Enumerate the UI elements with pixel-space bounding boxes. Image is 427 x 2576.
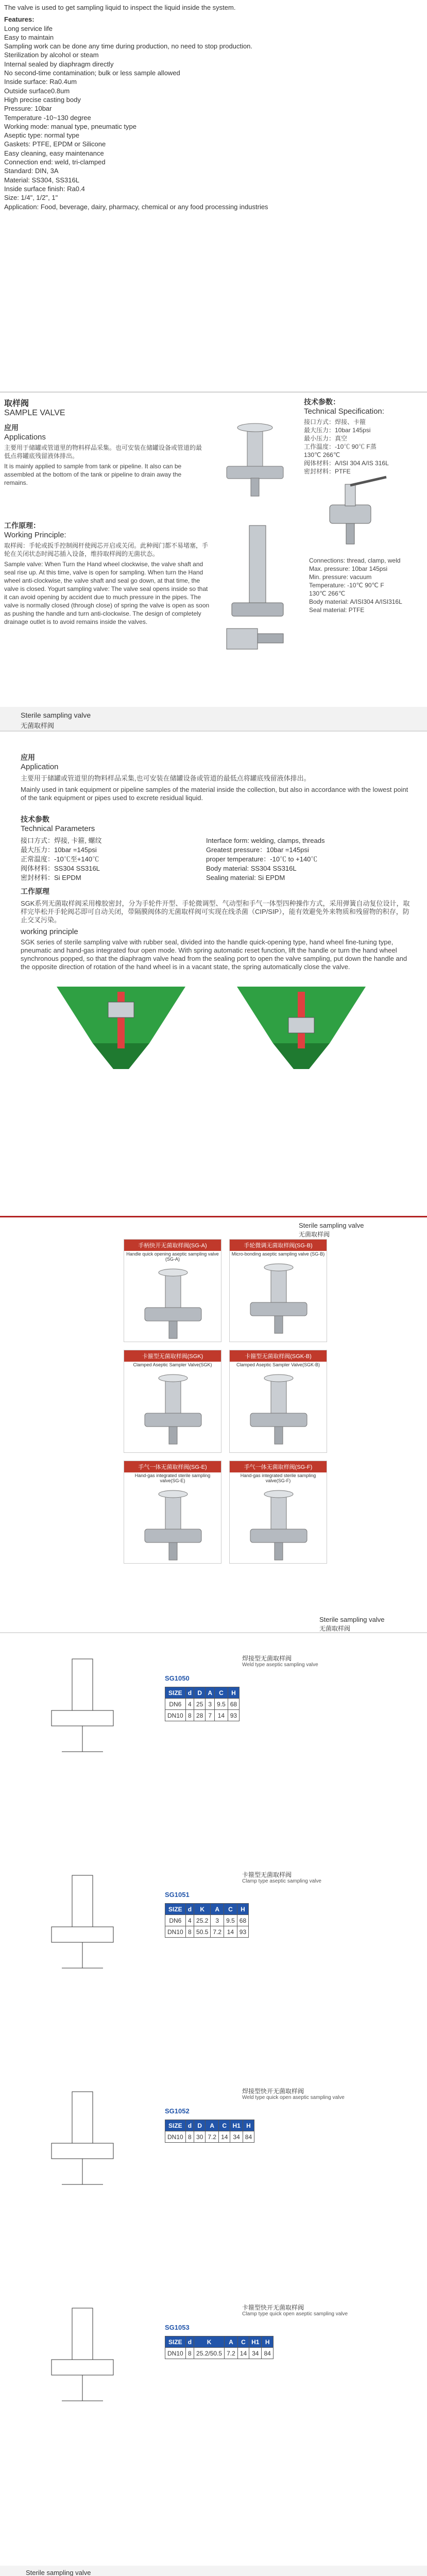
product-card <box>124 1350 221 1453</box>
spec-table-cell: 93 <box>237 1926 248 1938</box>
spec-row-en: Body material: A/ISI304 A/ISI316L <box>309 598 402 605</box>
product-card-label: 卡箍型无菌取样阀(SGK-B) <box>230 1350 327 1362</box>
spec-row: 最小压力：真空 <box>304 435 348 442</box>
spec-en-heading: Technical Specification: <box>304 407 384 416</box>
principle-en-text: Sample valve: When Turn the Hand wheel clockwise, the valve shaft and seal rise up. At this time, valve is open for sampling. When turn the Hand wheel anti-clockwise, the valve shaft and seal go down, at that time, the valve is closed. Yogurt sampling valve: The valve seal opens inside so that it can avoid opening by accident due to much pressure in the pipes. The valve is normally closed (through close) of spring the valve is open as soon as pushing the handle and turn anti-clockwise. The design of completely drainage outlet is to avoid remains inside the valves. <box>4 561 210 625</box>
spec-en-block <box>309 556 422 614</box>
product-card-label-en: Micro-bonding aseptic sampling valve (SG-B) <box>231 1251 325 1257</box>
spec-row-en: Max. pressure: 10bar 145psi <box>309 565 388 572</box>
spec-rows-en <box>309 556 422 614</box>
spec-table-cell: 68 <box>237 1915 248 1926</box>
spec-row: 工作温度：-10℃ 90℃ F蒸 <box>304 443 377 450</box>
feature-item: Sterilization by alcohol or steam <box>4 51 99 59</box>
spec-row: 最大压力：10bar 145psi <box>304 427 371 434</box>
spec-table-cell: 30 <box>194 2131 206 2143</box>
spec-rows <box>304 418 422 476</box>
product-card-label: 手柄快开无菌取样阀(SG-A) <box>124 1240 221 1251</box>
model-drawing <box>31 1870 134 1973</box>
spec-table-cell: 7.2 <box>211 1926 224 1938</box>
product-en-title: SAMPLE VALVE <box>4 409 65 417</box>
section2-tech-en: Technical Parameters <box>21 824 95 833</box>
feature-item: Pressure: 10bar <box>4 105 52 113</box>
product-card-label-en: Clamped Aseptic Sampler Valve(SGK) <box>133 1362 212 1367</box>
valve-photo-icon <box>124 1484 222 1566</box>
section5-banner-en: Sterile sampling valve <box>26 2569 91 2576</box>
model-name-en: Weld type quick open aseptic sampling valve <box>242 2095 345 2100</box>
spec-row-en: Min. pressure: vacuum <box>309 573 372 581</box>
spec-table-header: K <box>194 1904 211 1915</box>
feature-item: Material: SS304, SS316L <box>4 176 79 184</box>
feature-item: Connection end: weld, tri-clamped <box>4 158 106 166</box>
section4-banner <box>0 1613 427 1633</box>
param-left: 正常温度：-10℃至+140℃ <box>21 855 99 863</box>
product-card-label: 卡箍型无菌取样阀(SGK) <box>124 1350 221 1362</box>
spec-table-cell: DN10 <box>165 2348 186 2359</box>
section3-banner <box>0 1216 427 1236</box>
model-name-cn: 卡箍型快开无菌取样阀 <box>242 2304 304 2311</box>
section2-app-cn: 应用 <box>21 753 35 761</box>
model-name-en: Weld type aseptic sampling valve <box>242 1662 318 1668</box>
spec-table-cell: 25.2 <box>194 1915 211 1926</box>
spec-table <box>165 2120 254 2143</box>
spec-table-cell: DN10 <box>165 1926 186 1938</box>
spec-table-header: H <box>243 2120 254 2131</box>
model-drawing <box>31 2303 134 2406</box>
applications-cn-text: 主要用于储罐或管道里的物料样品采集。也可安装在储罐设备或管道的最低点将罐底残留液体排出。 <box>4 444 202 460</box>
spec-table-cell: 25 <box>194 1699 206 1710</box>
spec-table-header: K <box>194 2336 225 2348</box>
valve-photo-icon <box>124 1368 222 1450</box>
section2-principle-text-en: SGK series of sterile sampling valve with rubber seal, divided into the handle quick-opening type, hand wheel fine-tuning type, pneumatic and hand-gas integrated four open mode. With spring automatic reset function, lift the handle or turn the hand wheel synchronous popped, so that the diaphragm valve head from the sealing port to open the valve sampling, put down the handle and the opposite direction of rotation of the hand wheel is in a vacant state, the spring automatically close the valve. <box>21 938 407 971</box>
intro-section <box>0 0 427 214</box>
spec-table-cell: DN10 <box>165 1710 186 1721</box>
spec-cn-heading: 技术参数： <box>304 398 340 406</box>
features-list <box>4 24 423 211</box>
table-row <box>165 1915 249 1926</box>
applications-cn-heading: 应用 <box>4 423 19 432</box>
table-row <box>165 2348 274 2359</box>
spec-table-cell: 14 <box>219 2131 230 2143</box>
spec-table-header: A <box>206 2120 219 2131</box>
feature-item: Long service life <box>4 24 53 32</box>
spec-row: 接口方式：焊接、卡箍 <box>304 418 366 426</box>
section4-banner-en: Sterile sampling valve <box>319 1616 385 1623</box>
spec-table-cell: 34 <box>230 2131 243 2143</box>
cutaway-open-svg <box>46 981 196 1074</box>
spec-table-cell: 25.2/50.5 <box>194 2348 225 2359</box>
models-area <box>0 1643 427 2545</box>
param-left: 最大压力：10bar =145psi <box>21 846 97 854</box>
param-right: Body material: SS304 SS316L <box>206 865 297 872</box>
model-code: SG1050 <box>165 1674 190 1682</box>
spec-table-cell: 14 <box>224 1926 237 1938</box>
feature-item: Inside surface finish: Ra0.4 <box>4 184 85 193</box>
section2-principle-cn: 工作原理 <box>21 887 49 895</box>
product-card <box>124 1239 221 1342</box>
product-card <box>229 1350 327 1453</box>
spec-table-header: H1 <box>230 2120 243 2131</box>
section2-banner-en: Sterile sampling valve <box>21 711 91 719</box>
cutaway-closed-svg <box>227 981 376 1074</box>
feature-item: Working mode: manual type, pneumatic type <box>4 122 137 130</box>
feature-item: Easy to maintain <box>4 33 54 41</box>
spec-table <box>165 1903 249 1938</box>
product-card-label-en: Handle quick opening aseptic sampling valve (SG-A) <box>126 1251 219 1262</box>
section2-tech-cn: 技术参数 <box>21 815 49 823</box>
spec-row-en: Temperature: -10℃ 90℃ F <box>309 582 384 589</box>
spec-row-en: Seal material: PTFE <box>309 606 365 614</box>
spec-table-header: SIZE <box>165 1904 186 1915</box>
section2-banner <box>0 707 427 732</box>
param-right: Interface form: welding, clamps, threads <box>206 837 325 844</box>
feature-item: Easy cleaning, easy maintenance <box>4 149 104 157</box>
product-cn-title: 取样阀 <box>4 399 29 408</box>
spec-table-cell: 4 <box>185 1699 194 1710</box>
model-block <box>0 2293 427 2416</box>
spec-table-cell: 84 <box>243 2131 254 2143</box>
params-left <box>21 836 206 883</box>
spec-table-header: SIZE <box>165 2120 186 2131</box>
spec-table-cell: 7 <box>206 1710 215 1721</box>
feature-item: Aseptic type: normal type <box>4 131 79 140</box>
spec-table-cell: 9.5 <box>224 1915 237 1926</box>
feature-item: Internal sealed by diaphragm directly <box>4 60 114 68</box>
principle-block <box>4 520 210 626</box>
spec-table-header: C <box>224 1904 237 1915</box>
spec-table-cell: 7.2 <box>225 2348 238 2359</box>
product-card <box>124 1461 221 1564</box>
section2-app-text-cn: 主要用于储罐或管道里的物料样品采集,也可安装在储罐设备或管道的最低点将罐底残留液体排出。 <box>21 774 311 782</box>
spec-block <box>304 397 422 476</box>
spec-table-header: C <box>237 2336 249 2348</box>
feature-item: Inside surface: Ra0.4um <box>4 78 77 86</box>
model-name-cn: 卡箍型无菌取样阀 <box>242 1871 292 1878</box>
table-row <box>165 1710 240 1721</box>
spec-table-header: d <box>185 1687 194 1699</box>
product-card-label-en: Clamped Aseptic Sampler Valve(SGK-B) <box>236 1362 320 1367</box>
section3-banner-cn: 无菌取样阀 <box>299 1231 330 1238</box>
model-name-cn: 焊接型快开无菌取样阀 <box>242 2088 304 2095</box>
spec-table-header: H <box>237 1904 248 1915</box>
cutaway-open-illustration <box>46 981 196 1074</box>
spec-row-en: 130℃ 266℃ <box>309 590 346 597</box>
spec-table-cell: 14 <box>215 1710 228 1721</box>
applications-en-text: It is mainly applied to sample from tank or pipeline. It also can be assembled at the bottom of the tank or pipeline to drain away the remains. <box>4 463 182 486</box>
spec-table-header: A <box>206 1687 215 1699</box>
model-drawing <box>31 2087 134 2190</box>
spec-row: 密封材料：PTFE <box>304 468 351 475</box>
valve-photo-icon <box>230 1484 328 1566</box>
principle-cn-text: 取样阀：手轮或扳手控制阀杆使阀芯开启或关闭。此种阀门都不易堵塞，手轮在关闭状态时阀芯插入设备，维持取样阀的无菌状态。 <box>4 542 209 557</box>
product-card-label: 手气一体无菌取样阀(SG-E) <box>124 1461 221 1472</box>
section2-tech <box>21 814 412 883</box>
intro-title: The valve is used to get sampling liquid to inspect the liquid inside the system. <box>4 4 236 11</box>
spec-table-cell: 9.5 <box>215 1699 228 1710</box>
product-card <box>229 1461 327 1564</box>
model-drawing <box>31 1654 134 1757</box>
section3-banner-en: Sterile sampling valve <box>299 1222 364 1229</box>
product-card-label-en: Hand-gas integrated sterile sampling valve(SG-F) <box>240 1473 316 1483</box>
section2-banner-cn: 无菌取样阀 <box>21 722 55 730</box>
spec-table-cell: 4 <box>185 1915 194 1926</box>
model-code: SG1053 <box>165 2324 190 2331</box>
cutaway-closed-illustration <box>227 981 376 1074</box>
principle-cn-heading: 工作原理： <box>4 521 40 530</box>
spec-table-cell: 84 <box>262 2348 273 2359</box>
model-name-en: Clamp type quick open aseptic sampling valve <box>242 2311 348 2317</box>
spec-table-cell: DN6 <box>165 1915 186 1926</box>
feature-item: Application: Food, beverage, dairy, pharmacy, chemical or any food processing industries <box>4 202 268 211</box>
spec-table-header: H <box>262 2336 273 2348</box>
spec-table-cell: 3 <box>206 1699 215 1710</box>
product-cards-grid <box>124 1239 330 1569</box>
sample-valve-image-3 <box>216 515 299 670</box>
sample-valve-image-1 <box>216 422 294 500</box>
spec-table-header: d <box>185 1904 194 1915</box>
spec-table-header: C <box>215 1687 228 1699</box>
section2-principle-text-cn: SGK系列无菌取样阀采用橡胶密封，分为手轮件开型、手轮微调型、气动型和手气一体型四种操作方式，采用弹簧自动复位设计，取样完毕松开手轮阀芯即可自动关闭，带隔膜阀体的无菌取样阀可实现在线杀菌（CIP/SIP），能有效避免外来物质和残留物的积存，防止交叉污染。 <box>21 900 410 924</box>
section2-app-en: Application <box>21 762 59 771</box>
principle-en-heading: Working Principle: <box>4 531 66 539</box>
model-block <box>0 2076 427 2200</box>
table-row <box>165 2131 254 2143</box>
param-left: 接口方式：焊接, 卡箍, 螺纹 <box>21 837 102 844</box>
spec-table <box>165 1687 240 1721</box>
section5-banner <box>0 2566 427 2576</box>
spec-table-cell: 50.5 <box>194 1926 211 1938</box>
valve-photo-icon <box>124 1262 222 1345</box>
valve-photo-icon <box>230 1368 328 1450</box>
spec-table-header: D <box>194 2120 206 2131</box>
spec-row-en: Connections: thread, clamp, weld <box>309 557 401 564</box>
spec-table-cell: 28 <box>194 1710 206 1721</box>
spec-table-cell: DN6 <box>165 1699 186 1710</box>
section2-principle-en: working principle <box>21 927 78 936</box>
section2-app-text-en: Mainly used in tank equipment or pipeline samples of the material inside the collection, but also in accordance with the lowest point of the tank equipment or pipes used to excrete residual liquid. <box>21 786 408 802</box>
model-block <box>0 1643 427 1767</box>
section2-application <box>21 752 412 802</box>
product-card-label: 手气一体无菌取样阀(SG-F) <box>230 1461 327 1472</box>
spec-table-header: SIZE <box>165 1687 186 1699</box>
valve-side-illustration <box>216 515 299 670</box>
feature-item: Gaskets: PTFE, EPDM or Silicone <box>4 140 106 148</box>
feature-item: Standard: DIN, 3A <box>4 167 59 175</box>
model-code: SG1052 <box>165 2107 190 2115</box>
section2-principle <box>21 886 412 971</box>
spec-table-cell: 93 <box>228 1710 239 1721</box>
spec-table-header: H <box>228 1687 239 1699</box>
param-left: 密封材料：Si EPDM <box>21 874 81 882</box>
product-title-block <box>4 397 65 418</box>
spec-table-header: SIZE <box>165 2336 186 2348</box>
spec-table-cell: 68 <box>228 1699 239 1710</box>
separator <box>0 392 427 393</box>
spec-table-header: C <box>219 2120 230 2131</box>
model-name-cn: 焊接型无菌取样阀 <box>242 1655 292 1662</box>
valve-illustration <box>216 422 294 500</box>
valve-lever-illustration <box>309 474 391 551</box>
model-block <box>0 1860 427 1984</box>
spec-table-cell: 8 <box>185 1710 194 1721</box>
valve-photo-icon <box>230 1257 328 1340</box>
param-right: proper temperature：-10℃ to +140℃ <box>206 855 318 863</box>
spec-table-header: A <box>225 2336 238 2348</box>
feature-item: Sampling work can be done any time during production, no need to stop production. <box>4 42 253 50</box>
feature-item: High precise casting body <box>4 95 81 104</box>
spec-table-header: A <box>211 1904 224 1915</box>
section4-banner-cn: 无菌取样阀 <box>319 1625 351 1632</box>
param-left: 阀体材料：SS304 SS316L <box>21 865 100 872</box>
table-row <box>165 1926 249 1938</box>
spec-row: 130℃ 266℃ <box>304 451 340 459</box>
spec-table-cell: 8 <box>185 2131 194 2143</box>
product-card <box>229 1239 327 1342</box>
feature-item: Outside surface0.8um <box>4 87 70 95</box>
features-heading: Features: <box>4 15 35 24</box>
spec-table-header: d <box>185 2336 194 2348</box>
model-name-en: Clamp type aseptic sampling valve <box>242 1878 321 1884</box>
feature-item: Size: 1/4", 1/2", 1" <box>4 194 58 202</box>
table-row <box>165 1699 240 1710</box>
feature-item: No second-time contamination; bulk or less sample allowed <box>4 69 180 77</box>
spec-table-cell: 7.2 <box>206 2131 219 2143</box>
spec-row: 阀体材料：A/ISI 304 A/IS 316L <box>304 460 389 467</box>
spec-table-cell: DN10 <box>165 2131 186 2143</box>
param-right: Sealing material: Si EPDM <box>206 874 285 882</box>
spec-table-header: d <box>185 2120 194 2131</box>
spec-table-cell: 8 <box>185 2348 194 2359</box>
product-card-label-en: Hand-gas integrated sterile sampling valve(SG-E) <box>134 1473 211 1483</box>
spec-table-header: H1 <box>249 2336 262 2348</box>
spec-table <box>165 2336 274 2359</box>
spec-table-cell: 34 <box>249 2348 262 2359</box>
spec-table-cell: 14 <box>237 2348 249 2359</box>
params-right <box>206 836 412 883</box>
sample-valve-image-2 <box>309 474 391 551</box>
model-code: SG1051 <box>165 1891 190 1899</box>
spec-table-header: D <box>194 1687 206 1699</box>
spec-table-cell: 8 <box>185 1926 194 1938</box>
spec-table-cell: 3 <box>211 1915 224 1926</box>
param-right: Greatest pressure：10bar =145psi <box>206 846 309 854</box>
product-card-label: 手轮微调无菌取样阀(SG-B) <box>230 1240 327 1251</box>
feature-item: Temperature -10~130 degree <box>4 113 91 122</box>
applications-en-heading: Applications <box>4 433 46 442</box>
applications-block <box>4 422 205 487</box>
